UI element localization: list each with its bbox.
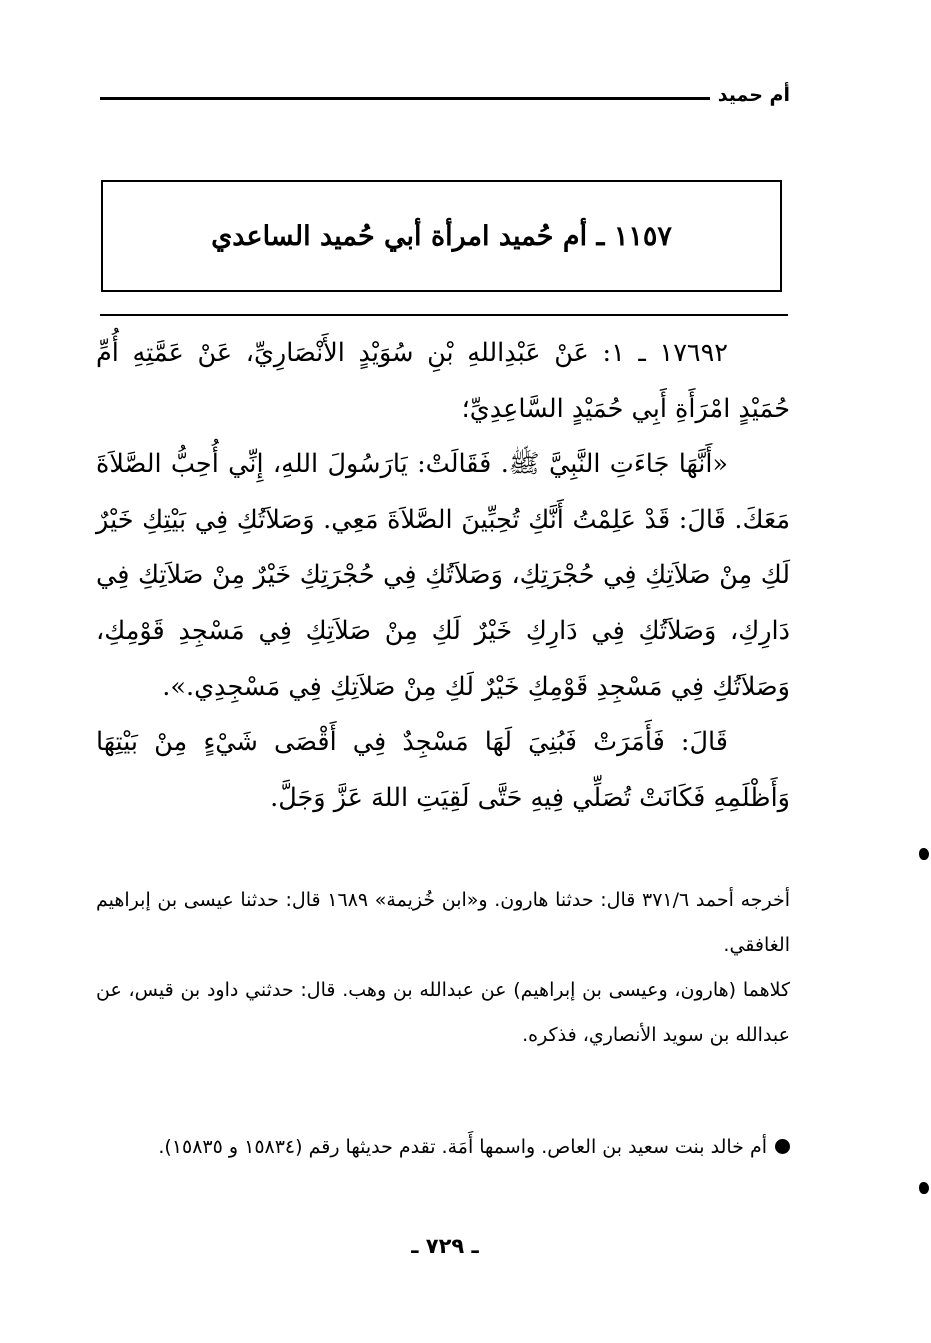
- bullet-icon: [775, 1139, 790, 1154]
- entry-title-box: [101, 180, 782, 292]
- separator-rule: [100, 314, 788, 316]
- running-head: [100, 84, 790, 106]
- page-number: ـ ٧٢٩ ـ: [411, 1234, 479, 1258]
- note-text: أم خالد بنت سعيد بن العاص. واسمها أَمَة. تقدم حديثها رقم (١٥٨٣٤ و ١٥٨٣٥).: [158, 1136, 767, 1158]
- running-head-title: أم حميد: [717, 84, 790, 106]
- note-paragraph: [96, 1126, 790, 1169]
- hadith-isnad: ١٧٦٩٢ ـ ١: عَنْ عَبْدِاللهِ بْنِ سُوَيْدٍ الأَنْصَارِيِّ، عَنْ عَمَّتِهِ أُمِّ حُمَيْدٍ امْرَأَةِ أَبِي حُمَيْدٍ السَّاعِدِيِّ؛: [96, 338, 790, 424]
- scan-mark: [919, 1182, 929, 1194]
- running-head-rule: [100, 97, 710, 100]
- takhrij-paragraph-2: كلاهما (هارون، وعيسى بن إبراهيم) عن عبدالله بن وهب. قال: حدثني داود بن قيس، عن عبدالله بن سويد الأنصاري، فذكره.: [96, 979, 790, 1046]
- takhrij-section: [96, 878, 790, 1058]
- hadith-matn: «أَنَّهَا جَاءَتِ النَّبِيَّ ﷺ. فَقَالَتْ: يَارَسُولَ اللهِ، إِنِّي أُحِبُّ الصَّلاَةَ مَعَكَ. قَالَ: قَدْ عَلِمْتُ أَنَّكِ تُحِبِّينَ الصَّلاَةَ مَعِي. وَصَلاَتُكِ فِي بَيْتِكِ خَيْرٌ لَكِ مِنْ صَلاَتِكِ فِي حُجْرَتِكِ، وَصَلاَتُكِ فِي حُجْرَتِكِ خَيْرٌ مِنْ صَلاَتِكِ فِي دَارِكِ، وَصَلاَتُكِ فِي دَارِكِ خَيْرٌ لَكِ مِنْ صَلاَتِكِ فِي مَسْجِدِ قَوْمِكِ، وَصَلاَتُكِ فِي مَسْجِدِ قَوْمِكِ خَيْرٌ لَكِ مِنْ صَلاَتِكِ فِي مَسْجِدِي.».: [96, 449, 790, 702]
- takhrij-paragraph-1: أخرجه أحمد ٣٧١/٦ قال: حدثنا هارون. و«ابن خُزيمة» ١٦٨٩ قال: حدثنا عيسى بن إبراهيم الغافقي.: [96, 889, 791, 956]
- hadith-text: [96, 326, 790, 826]
- scan-mark: [919, 848, 929, 860]
- cross-reference-note: [96, 1126, 790, 1169]
- entry-title: ١١٥٧ ـ أم حُميد امرأة أبي حُميد الساعدي: [211, 220, 672, 252]
- hadith-conclusion: قَالَ: فَأَمَرَتْ فَبُنِيَ لَهَا مَسْجِدٌ فِي أَقْصَى شَيْءٍ مِنْ بَيْتِهَا وَأَظْلَمِهِ فَكَانَتْ تُصَلِّي فِيهِ حَتَّى لَقِيَتِ اللهَ عَزَّ وَجَلَّ.: [96, 727, 790, 813]
